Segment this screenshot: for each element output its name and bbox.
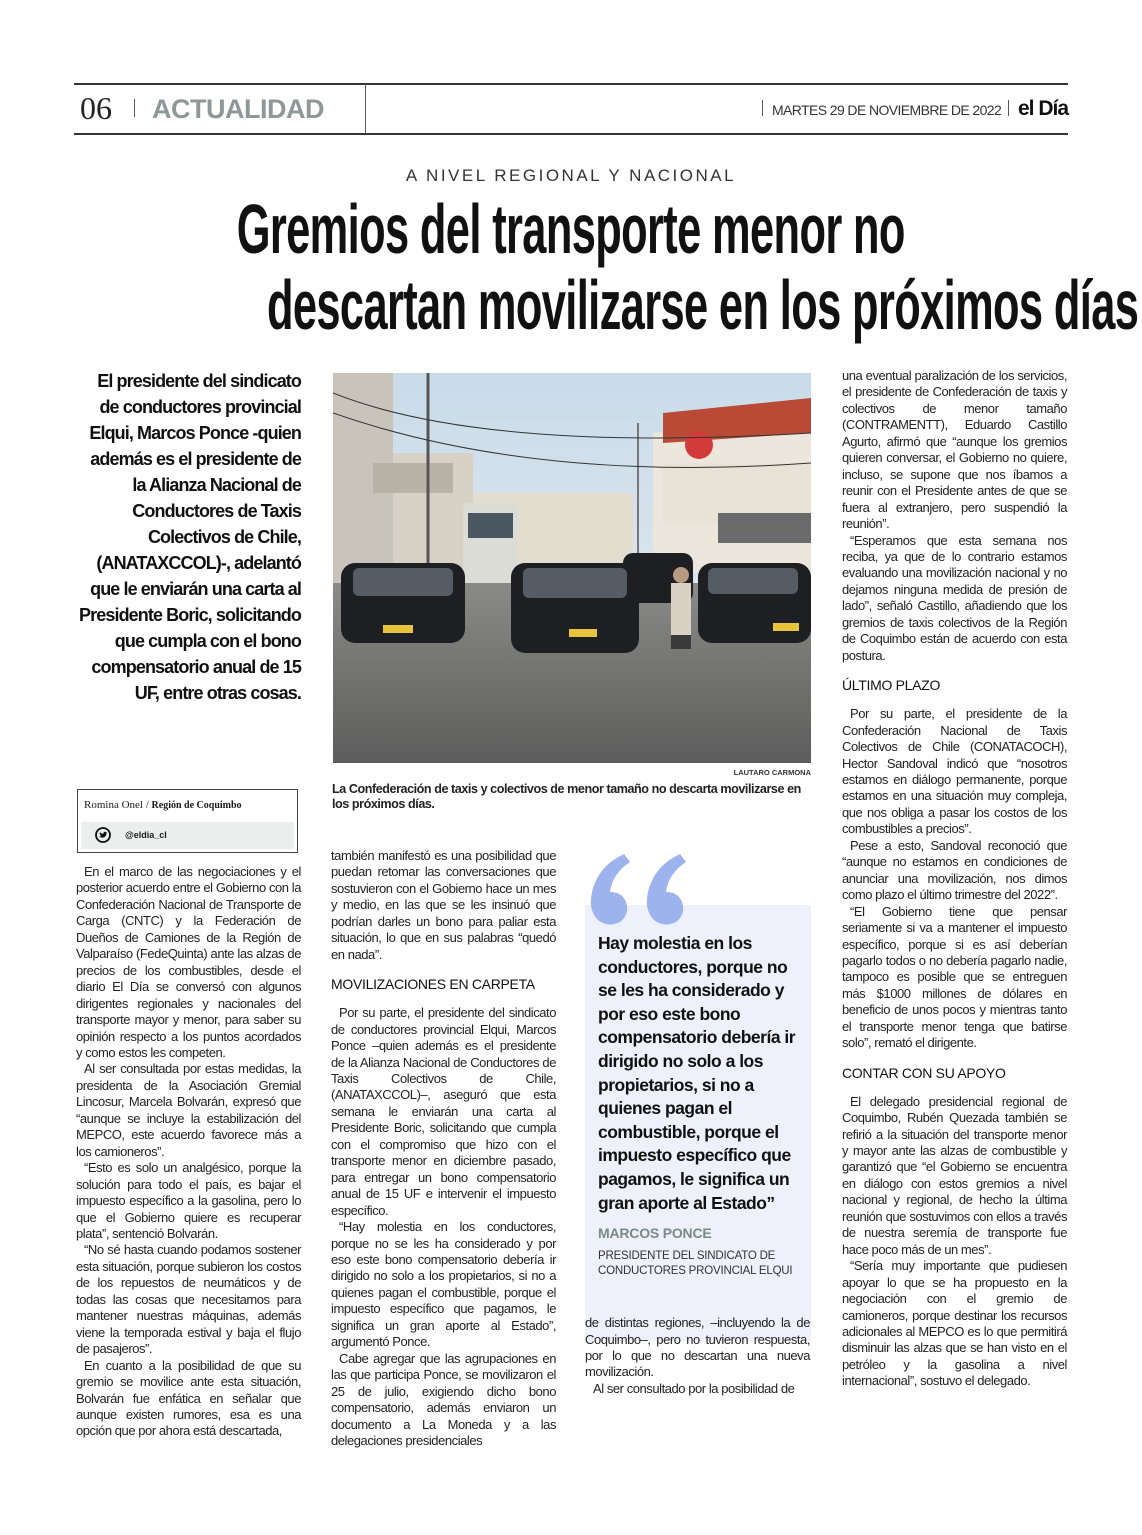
separator	[1008, 100, 1009, 116]
body-paragraph: En cuanto a la posibilidad de que su gremio se movilice ante esta situación, Bolvarán fue enfática en señalar que aunque existen rumores, esa es una opción que por ahora está descartada,	[76, 1357, 301, 1439]
twitter-bird-icon	[95, 827, 111, 843]
section-title: ACTUALIDAD	[152, 94, 324, 124]
twitter-handle[interactable]: @eldia_cl	[125, 830, 167, 840]
header-top-rule	[74, 83, 1068, 85]
pull-quote-author: MARCOS PONCE	[598, 1225, 712, 1242]
body-paragraph: El delegado presidencial regional de Coquimbo, Rubén Quezada también se refirió a la situación del transporte menor y mayor ante las alzas de combustible y garantizó que “el Gobierno se encuentra en diálogo con estos gremios a nivel nacional y regional, de hecho la última reunión que sostuvimos con ellos a través de nuestra seremía de transporte fue hace poco más de un mes”.	[842, 1093, 1067, 1257]
body-column-1	[76, 864, 301, 1440]
body-column-3	[585, 1315, 810, 1397]
body-paragraph: Por su parte, el presidente del sindicato de conductores provincial Elqui, Marcos Ponce –quien además es el presidente de la Alianza Nacional de Conductores de Taxis Colectivos de Chile, (ANATAXCCOL)–, aseguró que esta semana le enviarán una carta al Presidente Boric, solicitando que cumpla con el compromiso que hizo con el transporte menor en diciembre pasado, para entregar un bono compensatorio anual de 15 UF e intervenir el impuesto específico.	[331, 1005, 556, 1218]
body-paragraph: Al ser consultada por estas medidas, la presidenta de la Asociación Gremial Lincosur, Marcela Bolvarán, expresó que “aunque se incluye la estabilización del MEPCO, este acuerdo favorece más a los camioneros”.	[76, 1061, 301, 1159]
body-paragraph: “Hay molestia en los conductores, porque no se les ha considerado y por eso este bono compensatorio debería ir dirigido no solo a los propietarios, si no a quienes pagan el combustible, porque el impuesto específico que pagamos, le significa un gran aporte al Estado”, argumentó Ponce.	[331, 1219, 556, 1350]
headline-line-2	[0, 266, 1142, 344]
body-paragraph: En el marco de las negociaciones y el posterior acuerdo entre el Gobierno con la Confederación Nacional de Transporte de Carga (CNTC) y la Federación de Dueños de Camiones de la Región de Valparaíso (FedeQuinta) ante las alzas de precios de los combustibles, desde el diario El Día se conversó con algunos dirigentes regionales y nacionales del transporte mayor y menor, para saber su opinión respecto a los puntos acordados y como estos les competen.	[76, 864, 301, 1060]
author-name: Romina Onel /	[84, 799, 149, 811]
article-photo	[333, 373, 811, 763]
separator	[762, 100, 763, 116]
byline-box	[77, 789, 298, 853]
byline-author	[84, 799, 242, 812]
subheading: CONTAR CON SU APOYO	[842, 1064, 1006, 1081]
body-paragraph: Cabe agregar que las agrupaciones en las que participa Ponce, se movilizaron el 25 de julio, exigiendo dicho bono compensatorio, además enviaron un documento a La Moneda y a las delegaciones presidenciales	[331, 1350, 556, 1448]
body-paragraph: de distintas regiones, –incluyendo la de Coquimbo–, pero no tuvieron respuesta, por lo que no descartan una nueva movilización.	[585, 1315, 810, 1380]
page-number: 06	[80, 90, 112, 126]
header-bottom-rule	[74, 133, 1068, 135]
headline-line-1	[0, 190, 1142, 268]
headline-text: Gremios del transporte menor no	[236, 190, 906, 268]
body-paragraph: una eventual paralización de los servicios, el presidente de Confederación de taxis y colectivos de menor tamaño (CONTRAMENTT), Eduardo Castillo Agurto, afirmó que “aunque los gremios quieren conversar, el Gobierno no quiere, incluso, se supone que nos íbamos a reunir con el Presidente antes de que se fuera al extranjero, pero suspendió la reunión”.	[842, 368, 1067, 532]
pull-quote-content	[585, 932, 810, 1397]
body-paragraph: Al ser consultado por la posibilidad de	[593, 1380, 795, 1396]
body-paragraph: “Esto es solo un analgésico, porque la solución para todo el país, es bajar el impuesto específico a la gasolina, pero lo que el Gobierno quiere es recuperar plata”, sentenció Bolvarán.	[76, 1160, 301, 1241]
author-region: Región de Coquimbo	[151, 800, 242, 811]
body-paragraph: “Sería muy importante que pudiesen apoyar lo que se ha propuesto en la negociación con el gremio de camioneros, porque destinar los recursos adicionales al MEPCO es lo que permitirá disminuir las alzas que se han visto en el petróleo y la gasolina a nivel internacional”, sostuvo el delegado.	[842, 1258, 1067, 1389]
newspaper-logo: el Día	[1018, 97, 1069, 120]
quote-mark-icon	[584, 850, 688, 928]
kicker: A NIVEL REGIONAL Y NACIONAL	[405, 166, 737, 185]
subheading: MOVILIZACIONES EN CARPETA	[331, 976, 535, 993]
article-deck: El presidente del sindicato de conductores provincial Elqui, Marcos Ponce -quien además es el presidente de la Alianza Nacional de Conductores de Taxis Colectivos de Chile, (ANATAXCCOL)-, adelantó que le enviarán una carta al Presidente Boric, solicitando que cumpla con el bono compensatorio anual de 15 UF, entre otras cosas.	[79, 371, 301, 703]
body-column-2	[331, 848, 556, 1449]
twitter-handle-row	[81, 822, 294, 849]
body-column-4	[842, 368, 1067, 1390]
body-paragraph: “No sé hasta cuando podamos sostener esta situación, porque subieron los costos de los repuestos de neumáticos y de todas las cosas que necesitamos para mantener nuestras máquinas, además viene la temporada estival y baja el flujo de pasajeros”.	[76, 1242, 301, 1357]
photo-caption: La Confederación de taxis y colectivos de menor tamaño no descarta movilizarse en los próximos días.	[332, 782, 801, 811]
subheading: ÚLTIMO PLAZO	[842, 677, 941, 694]
pull-quote-text: Hay molestia en los conductores, porque no se les ha considerado y por eso este bono compensatorio debería ir dirigido no solo a los propietarios, si no a quienes pagan el combustible, porque el impuesto específico que pagamos, le significa un gran aporte al Estado”	[598, 933, 796, 1213]
header-divider	[365, 84, 366, 134]
headline-text: descartan movilizarse en los próximos días	[266, 266, 1139, 344]
body-paragraph: Por su parte, el presidente de la Confederación Nacional de Taxis Colectivos de Chile (CONATACOCH), Hector Sandoval indicó que “nosotros estamos en diálogo permanente, porque estamos en una situación muy compleja, que nos obliga a pasar los costos de los combustibles a precios”.	[842, 706, 1067, 837]
body-paragraph: “El Gobierno tiene que pensar seriamente si va a mantener el impuesto específico, porque si es así deberían pagarlo todos o no debería pagarlo nadie, tampoco es posible que se entreguen más $1000 millones de dólares en beneficio de unos pocos y mientras tanto el transporte menor tenga que batirse solo”, remató el dirigente.	[842, 903, 1067, 1051]
pull-quote-role: PRESIDENTE DEL SINDICATO DE CONDUCTORES PROVINCIAL ELQUI	[598, 1250, 793, 1278]
issue-date: MARTES 29 DE NOVIEMBRE DE 2022	[772, 102, 1002, 118]
separator	[134, 99, 135, 117]
body-paragraph: Pese a esto, Sandoval reconoció que “aunque no estamos en condiciones de anunciar una movilización, nos dimos como plazo el último trimestre del 2022”.	[842, 837, 1067, 903]
body-paragraph: también manifestó es una posibilidad que puedan retomar las conversaciones que sostuvieron con el Gobierno hace un mes y medio, en las que se les insinuó que podrían darles un bono para paliar esta situación, lo que en sus palabras “quedó en nada”.	[331, 848, 556, 962]
photo-credit: LAUTARO CARMONA	[733, 768, 811, 777]
body-paragraph: “Esperamos que esta semana nos reciba, ya que de lo contrario estamos evaluando una movilización nacional y no dejamos ninguna medida de presión de lado”, señaló Castillo, añadiendo que los gremios de taxis colectivos de la Región de Coquimbo están de acuerdo con esta postura.	[842, 532, 1067, 663]
